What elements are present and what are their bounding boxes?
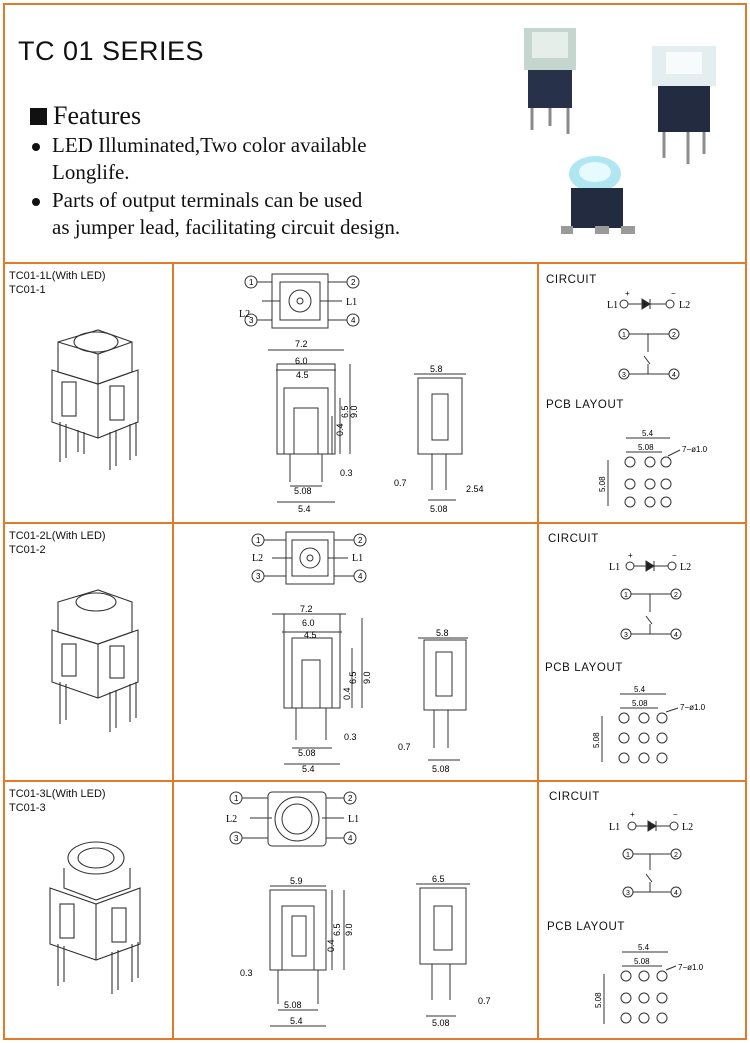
divider-col2: [537, 262, 539, 1040]
svg-text:L1: L1: [346, 297, 358, 308]
svg-text:7−ø1.0: 7−ø1.0: [682, 445, 708, 454]
svg-text:5.4: 5.4: [290, 1016, 303, 1026]
svg-text:3: 3: [234, 834, 239, 843]
svg-text:5.4: 5.4: [642, 429, 654, 438]
svg-text:2.54: 2.54: [466, 484, 484, 494]
dimension-drawing: [232, 528, 492, 778]
product-photo-3: [555, 152, 645, 247]
svg-text:1: 1: [234, 794, 239, 803]
svg-text:2: 2: [358, 536, 363, 545]
svg-text:0.3: 0.3: [240, 968, 253, 978]
dimension-drawing: [220, 786, 510, 1036]
model-name-led: TC01-3L(With LED): [9, 788, 106, 800]
svg-text:5.08: 5.08: [298, 748, 316, 758]
bullet-square-icon: [30, 108, 47, 125]
svg-text:0.4: 0.4: [326, 939, 336, 952]
svg-text:L1: L1: [348, 814, 360, 825]
pcb-layout-label: PCB LAYOUT: [547, 921, 625, 933]
features-heading: Features: [30, 101, 141, 131]
svg-text:1: 1: [249, 278, 254, 287]
svg-text:3: 3: [622, 372, 626, 379]
svg-text:1: 1: [626, 852, 630, 859]
product-photo-1: [510, 22, 590, 142]
product-photo-2: [640, 38, 730, 168]
svg-text:3: 3: [626, 890, 630, 897]
pcb-layout-drawing: [588, 684, 728, 768]
svg-text:4: 4: [348, 834, 353, 843]
svg-text:4: 4: [358, 572, 363, 581]
svg-text:4: 4: [672, 372, 676, 379]
circuit-diagram: [600, 550, 700, 642]
svg-text:7−ø1.0: 7−ø1.0: [680, 703, 706, 712]
svg-text:3: 3: [256, 572, 261, 581]
svg-text:L2: L2: [680, 562, 692, 573]
svg-text:6.5: 6.5: [332, 923, 342, 936]
svg-text:L1: L1: [609, 562, 621, 573]
svg-text:5.4: 5.4: [298, 504, 311, 514]
circuit-label: CIRCUIT: [549, 791, 600, 803]
svg-text:2: 2: [348, 794, 353, 803]
svg-text:2: 2: [351, 278, 356, 287]
svg-text:6.0: 6.0: [302, 618, 315, 628]
svg-text:L1: L1: [607, 300, 619, 311]
svg-text:5.4: 5.4: [638, 943, 650, 952]
svg-text:−: −: [673, 810, 678, 819]
svg-text:2: 2: [672, 332, 676, 339]
svg-text:1: 1: [624, 592, 628, 599]
svg-text:5.08: 5.08: [284, 1000, 302, 1010]
model-name: TC01-2: [9, 544, 46, 556]
model-name-led: TC01-1L(With LED): [9, 270, 106, 282]
svg-text:5.08: 5.08: [632, 699, 648, 708]
svg-text:0.7: 0.7: [398, 742, 411, 752]
svg-text:L1: L1: [609, 822, 621, 833]
svg-text:9.0: 9.0: [362, 671, 372, 684]
svg-text:5.8: 5.8: [430, 364, 443, 374]
svg-text:+: +: [628, 551, 633, 560]
svg-text:7−ø1.0: 7−ø1.0: [678, 963, 704, 972]
svg-text:L1: L1: [352, 553, 364, 564]
svg-text:2: 2: [674, 852, 678, 859]
svg-text:0.3: 0.3: [340, 468, 353, 478]
svg-text:0.4: 0.4: [335, 423, 345, 436]
model-name: TC01-3: [9, 802, 46, 814]
circuit-label: CIRCUIT: [548, 533, 599, 545]
svg-text:4: 4: [674, 890, 678, 897]
divider-col1: [172, 262, 174, 1040]
pcb-layout-drawing: [592, 426, 722, 510]
svg-text:9.0: 9.0: [349, 405, 359, 418]
dimension-drawing: [232, 268, 492, 518]
svg-text:5.08: 5.08: [432, 1018, 450, 1028]
svg-text:L2: L2: [682, 822, 694, 833]
circuit-diagram: [598, 290, 698, 382]
svg-text:0.7: 0.7: [478, 996, 491, 1006]
svg-text:4: 4: [351, 316, 356, 325]
svg-text:3: 3: [249, 316, 254, 325]
svg-text:5.4: 5.4: [634, 685, 646, 694]
svg-text:L2: L2: [679, 300, 691, 311]
switch-iso-drawing: [40, 574, 150, 744]
pcb-layout-drawing: [592, 940, 722, 1030]
divider-row1: [3, 522, 747, 524]
svg-text:5.08: 5.08: [598, 476, 607, 492]
circuit-label: CIRCUIT: [546, 274, 597, 286]
svg-text:L2: L2: [239, 309, 251, 320]
feature-item-1: LED Illuminated,Two color available Longlife.: [32, 132, 367, 186]
circuit-diagram: [600, 808, 700, 900]
svg-text:0.3: 0.3: [344, 732, 357, 742]
svg-text:4.5: 4.5: [304, 630, 317, 640]
svg-text:6.5: 6.5: [340, 405, 350, 418]
svg-text:5.9: 5.9: [290, 876, 303, 886]
bullet-icon: [32, 143, 40, 151]
svg-text:6.0: 6.0: [295, 356, 308, 366]
svg-text:L2: L2: [252, 553, 264, 564]
svg-text:+: +: [630, 810, 635, 819]
svg-text:5.4: 5.4: [302, 764, 315, 774]
svg-text:6.5: 6.5: [432, 874, 445, 884]
svg-text:3: 3: [624, 632, 628, 639]
svg-text:+: +: [625, 290, 630, 298]
svg-text:L2: L2: [226, 814, 238, 825]
svg-text:−: −: [672, 551, 677, 560]
feature-item-2: Parts of output terminals can be used as jumper lead, facilitating circuit design.: [32, 187, 400, 241]
svg-text:9.0: 9.0: [344, 923, 354, 936]
svg-text:1: 1: [256, 536, 261, 545]
svg-text:−: −: [671, 290, 676, 298]
svg-text:7.2: 7.2: [295, 339, 308, 349]
svg-text:5.08: 5.08: [430, 504, 448, 514]
svg-text:5.8: 5.8: [436, 628, 449, 638]
svg-text:4.5: 4.5: [296, 370, 309, 380]
divider-header: [3, 262, 747, 264]
switch-iso-drawing: [36, 828, 156, 1008]
switch-iso-drawing: [40, 312, 150, 482]
page-title: TC 01 SERIES: [18, 36, 205, 66]
svg-text:1: 1: [622, 332, 626, 339]
divider-row2: [3, 780, 747, 782]
pcb-layout-label: PCB LAYOUT: [546, 399, 624, 411]
model-name-led: TC01-2L(With LED): [9, 530, 106, 542]
svg-text:7.2: 7.2: [300, 604, 313, 614]
svg-text:5.08: 5.08: [634, 957, 650, 966]
svg-text:5.08: 5.08: [432, 764, 450, 774]
svg-text:6.5: 6.5: [348, 671, 358, 684]
model-name: TC01-1: [9, 284, 46, 296]
svg-text:5.08: 5.08: [294, 486, 312, 496]
svg-text:5.08: 5.08: [592, 732, 601, 748]
svg-text:2: 2: [674, 592, 678, 599]
svg-text:5.08: 5.08: [594, 992, 603, 1008]
svg-text:0.7: 0.7: [394, 478, 407, 488]
pcb-layout-label: PCB LAYOUT: [545, 662, 623, 674]
svg-text:0.4: 0.4: [342, 687, 352, 700]
svg-text:4: 4: [674, 632, 678, 639]
bullet-icon: [32, 198, 40, 206]
svg-text:5.08: 5.08: [638, 443, 654, 452]
